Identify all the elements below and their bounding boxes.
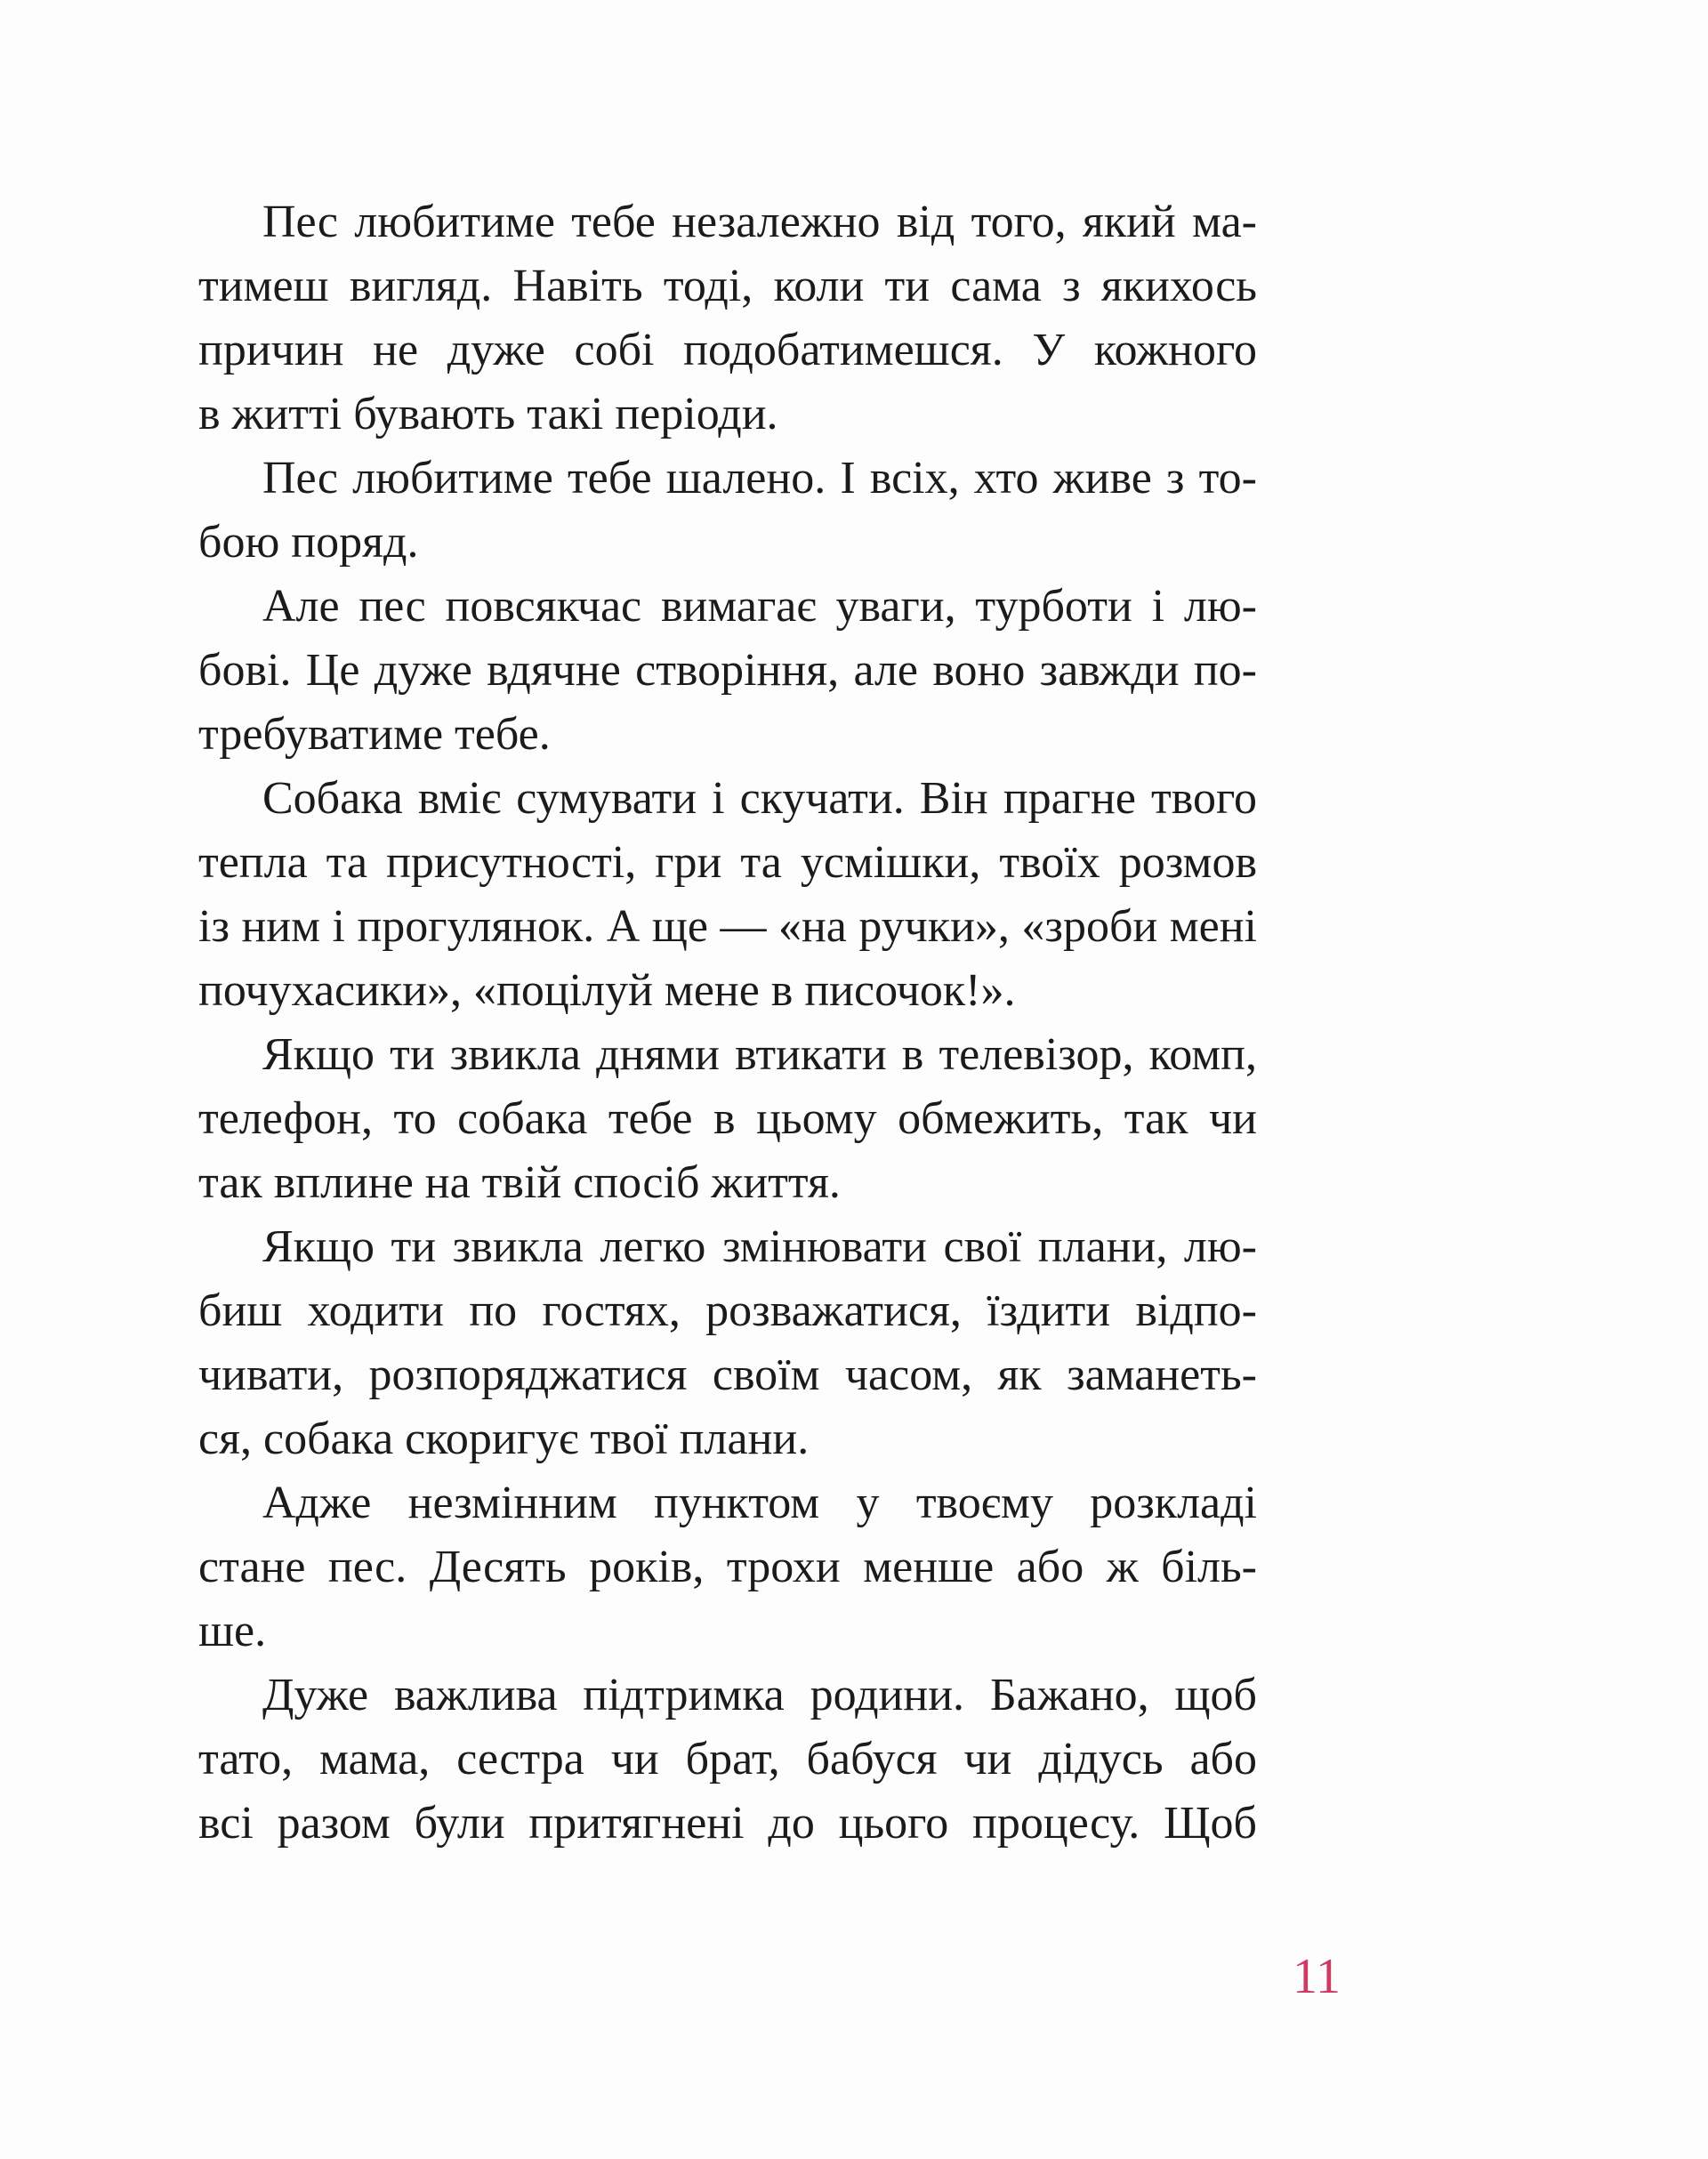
text-line: бою поряд. <box>198 517 419 568</box>
text-line: Пес любитиме тебе незалежно від того, який ма- <box>262 197 1257 247</box>
text-line: із ним і прогулянок. А ще — «на ручки», «зроби мені <box>198 901 1257 952</box>
paragraph <box>198 447 1257 575</box>
text-line: Якщо ти звикла днями втикати в телевізор, комп, <box>262 1029 1257 1080</box>
text-line: Адже незмінним пунктом у твоєму розкладі <box>262 1478 1257 1528</box>
text-line: причин не дуже собі подобатимешся. У кожного <box>198 325 1257 375</box>
text-line: чивати, розпоряджатися своїм часом, як заманеть- <box>198 1349 1257 1400</box>
text-line: биш ходити по гостях, розважатися, їздити відпо- <box>198 1285 1257 1336</box>
text-line: телефон, то собака тебе в цьому обмежить, так чи <box>198 1093 1257 1144</box>
text-line: в житті бувають такі періоди. <box>198 389 778 439</box>
page-number: 11 <box>1293 1949 1341 2004</box>
text-line: ше. <box>198 1606 267 1656</box>
paragraph <box>198 1215 1257 1471</box>
text-line: Пес любитиме тебе шалено. І всіх, хто живе з то- <box>262 453 1257 503</box>
paragraph <box>198 1023 1257 1215</box>
paragraph <box>198 575 1257 767</box>
text-line: Але пес повсякчас вимагає уваги, турботи і лю- <box>262 581 1257 632</box>
paragraph <box>198 1471 1257 1664</box>
text-line: тимеш вигляд. Навіть тоді, коли ти сама з якихось <box>198 261 1257 311</box>
text-line: тато, мама, сестра чи брат, бабуся чи дідусь або <box>198 1734 1257 1784</box>
text-line: Собака вміє сумувати і скучати. Він прагне твого <box>262 773 1257 824</box>
text-line: почухасики», «поцілуй мене в писочок!». <box>198 965 1016 1016</box>
page-text <box>198 190 1257 1856</box>
text-line: так вплине на твій спосіб життя. <box>198 1157 841 1208</box>
text-line: Дуже важлива підтримка родини. Бажано, щоб <box>262 1670 1257 1720</box>
text-line: стане пес. Десять років, трохи менше або ж біль- <box>198 1542 1257 1592</box>
text-line: бові. Це дуже вдячне створіння, але воно завжди по- <box>198 645 1257 696</box>
text-line: ся, собака скоригує твої плани. <box>198 1414 810 1464</box>
text-line: тепла та присутності, гри та усмішки, твоїх розмов <box>198 837 1257 888</box>
paragraph <box>198 1664 1257 1856</box>
text-line: Якщо ти звикла легко змінювати свої плани, лю- <box>262 1221 1257 1272</box>
paragraph <box>198 767 1257 1023</box>
paragraph <box>198 190 1257 447</box>
text-line: требуватиме тебе. <box>198 709 551 760</box>
text-line: всі разом були притягнені до цього процесу. Щоб <box>198 1798 1257 1849</box>
